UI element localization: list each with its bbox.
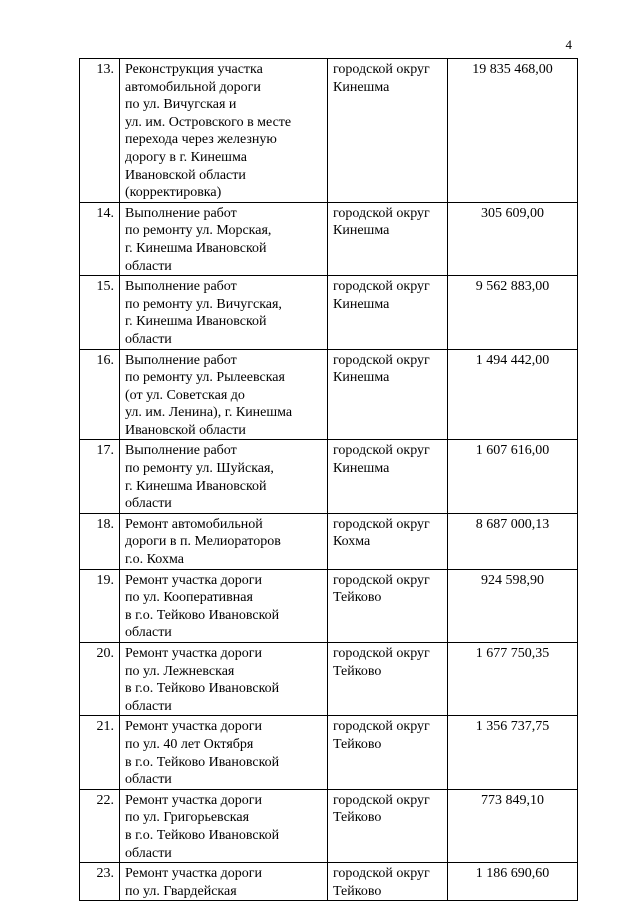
- amount: 773 849,10: [448, 789, 578, 862]
- work-name: Выполнение работ по ремонту ул. Морская, г. Кинешма Ивановской области: [120, 202, 328, 275]
- amount: 1 356 737,75: [448, 716, 578, 789]
- work-name: Ремонт участка дороги по ул. Гвардейская: [120, 863, 328, 901]
- municipality: городской округ Тейково: [328, 569, 448, 642]
- work-name: Ремонт автомобильной дороги в п. Мелиораторов г.о. Кохма: [120, 513, 328, 569]
- table-row: [80, 349, 578, 440]
- amount: 1 677 750,35: [448, 643, 578, 716]
- municipality: городской округ Тейково: [328, 863, 448, 901]
- municipality: городской округ Кохма: [328, 513, 448, 569]
- municipality: городской округ Тейково: [328, 716, 448, 789]
- amount: 19 835 468,00: [448, 59, 578, 203]
- table-row: [80, 863, 578, 901]
- table-row: [80, 789, 578, 862]
- table-row: [80, 643, 578, 716]
- table-row: [80, 59, 578, 203]
- row-number: 19.: [80, 569, 120, 642]
- municipality: городской округ Кинешма: [328, 349, 448, 440]
- work-name: Выполнение работ по ремонту ул. Рылеевская (от ул. Советская до ул. им. Ленина), г. Кинешма Ивановской области: [120, 349, 328, 440]
- row-number: 14.: [80, 202, 120, 275]
- amount: 1 494 442,00: [448, 349, 578, 440]
- amount: 1 607 616,00: [448, 440, 578, 513]
- amount: 8 687 000,13: [448, 513, 578, 569]
- municipality: городской округ Тейково: [328, 643, 448, 716]
- row-number: 23.: [80, 863, 120, 901]
- amount: 1 186 690,60: [448, 863, 578, 901]
- municipality: городской округ Кинешма: [328, 276, 448, 349]
- municipality: городской округ Кинешма: [328, 202, 448, 275]
- work-name: Реконструкция участка автомобильной дороги по ул. Вичугская и ул. им. Островского в месте перехода через железную дорогу в г. Кинешма Ивановской области (корректировка): [120, 59, 328, 203]
- amount: 924 598,90: [448, 569, 578, 642]
- works-table: [79, 58, 578, 901]
- work-name: Ремонт участка дороги по ул. 40 лет Октября в г.о. Тейково Ивановской области: [120, 716, 328, 789]
- table-row: [80, 202, 578, 275]
- table-row: [80, 440, 578, 513]
- table-row: [80, 513, 578, 569]
- municipality: городской округ Кинешма: [328, 440, 448, 513]
- row-number: 13.: [80, 59, 120, 203]
- row-number: 17.: [80, 440, 120, 513]
- row-number: 21.: [80, 716, 120, 789]
- work-name: Ремонт участка дороги по ул. Григорьевская в г.о. Тейково Ивановской области: [120, 789, 328, 862]
- amount: 305 609,00: [448, 202, 578, 275]
- row-number: 16.: [80, 349, 120, 440]
- municipality: городской округ Кинешма: [328, 59, 448, 203]
- work-name: Ремонт участка дороги по ул. Кооперативная в г.о. Тейково Ивановской области: [120, 569, 328, 642]
- work-name: Ремонт участка дороги по ул. Лежневская в г.о. Тейково Ивановской области: [120, 643, 328, 716]
- row-number: 22.: [80, 789, 120, 862]
- row-number: 15.: [80, 276, 120, 349]
- table-row: [80, 569, 578, 642]
- amount: 9 562 883,00: [448, 276, 578, 349]
- work-name: Выполнение работ по ремонту ул. Шуйская, г. Кинешма Ивановской области: [120, 440, 328, 513]
- municipality: городской округ Тейково: [328, 789, 448, 862]
- page-number: 4: [565, 37, 572, 52]
- work-name: Выполнение работ по ремонту ул. Вичугская, г. Кинешма Ивановской области: [120, 276, 328, 349]
- table-row: [80, 716, 578, 789]
- table-row: [80, 276, 578, 349]
- row-number: 18.: [80, 513, 120, 569]
- row-number: 20.: [80, 643, 120, 716]
